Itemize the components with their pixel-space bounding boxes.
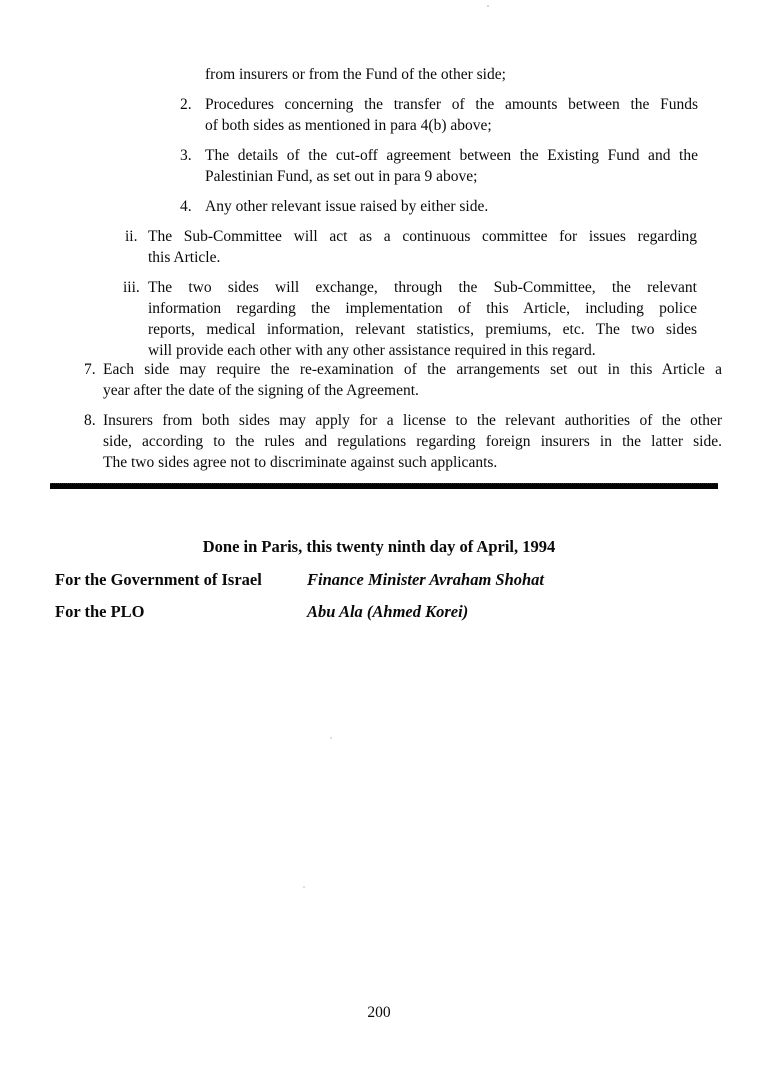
item-marker: ii. xyxy=(125,228,138,245)
list-item-iii xyxy=(123,277,697,361)
continuation-line: from insurers or from the Fund of the other side; xyxy=(205,66,506,83)
item-line: Any other relevant issue raised by either side. xyxy=(205,198,489,215)
item-line: The details of the cut-off agreement between the Existing Fund and the xyxy=(205,147,698,164)
item-marker: 2. xyxy=(180,96,192,113)
signatory-name: Finance Minister Avraham Shohat xyxy=(307,570,545,589)
party-label: For the Government of Israel xyxy=(55,570,262,589)
scan-speck xyxy=(303,886,305,888)
list-item-ii xyxy=(123,226,697,268)
page-number: 200 xyxy=(367,1004,391,1021)
list-item-3 xyxy=(180,145,698,187)
item-line: Palestinian Fund, as set out in para 9 above; xyxy=(205,168,478,185)
item-line: The Sub-Committee will act as a continuous committee for issues regarding xyxy=(148,228,697,245)
item-line: Procedures concerning the transfer of the amounts between the Funds xyxy=(205,96,698,113)
item-line: year after the date of the signing of the Agreement. xyxy=(103,382,419,399)
item-line: will provide each other with any other assistance required in this regard. xyxy=(148,342,596,359)
item-line: reports, medical information, relevant statistics, premiums, etc. The two sides xyxy=(148,321,697,338)
item-marker: 7. xyxy=(84,361,96,378)
item-line: The two sides will exchange, through the Sub-Committee, the relevant xyxy=(148,279,697,296)
signature-row xyxy=(0,601,758,623)
scan-speck xyxy=(330,737,332,739)
item-line: information regarding the implementation of this Article, including police xyxy=(148,300,697,317)
signature-row xyxy=(0,569,758,591)
separator-rule xyxy=(50,483,718,489)
list-item-2 xyxy=(180,94,698,136)
date-line: Done in Paris, this twenty ninth day of April, 1994 xyxy=(202,537,556,556)
item-line: The two sides agree not to discriminate against such applicants. xyxy=(103,454,498,471)
item-line: of both sides as mentioned in para 4(b) above; xyxy=(205,117,492,134)
item-marker: iii. xyxy=(123,279,140,296)
list-item-4 xyxy=(180,196,698,217)
item-line: Insurers from both sides may apply for a license to the relevant authorities of the other xyxy=(103,412,722,429)
item-line: side, according to the rules and regulations regarding foreign insurers in the latter side. xyxy=(103,433,722,450)
item-marker: 4. xyxy=(180,198,192,215)
list-item-8 xyxy=(84,410,722,473)
item-line: Each side may require the re-examination of the arrangements set out in this Article a xyxy=(103,361,722,378)
item-marker: 8. xyxy=(84,412,96,429)
party-label: For the PLO xyxy=(55,602,145,621)
signatory-name: Abu Ala (Ahmed Korei) xyxy=(307,602,469,621)
list-item-7 xyxy=(84,359,722,401)
item-line: this Article. xyxy=(148,249,221,266)
scan-speck xyxy=(487,5,489,7)
item-marker: 3. xyxy=(180,147,192,164)
